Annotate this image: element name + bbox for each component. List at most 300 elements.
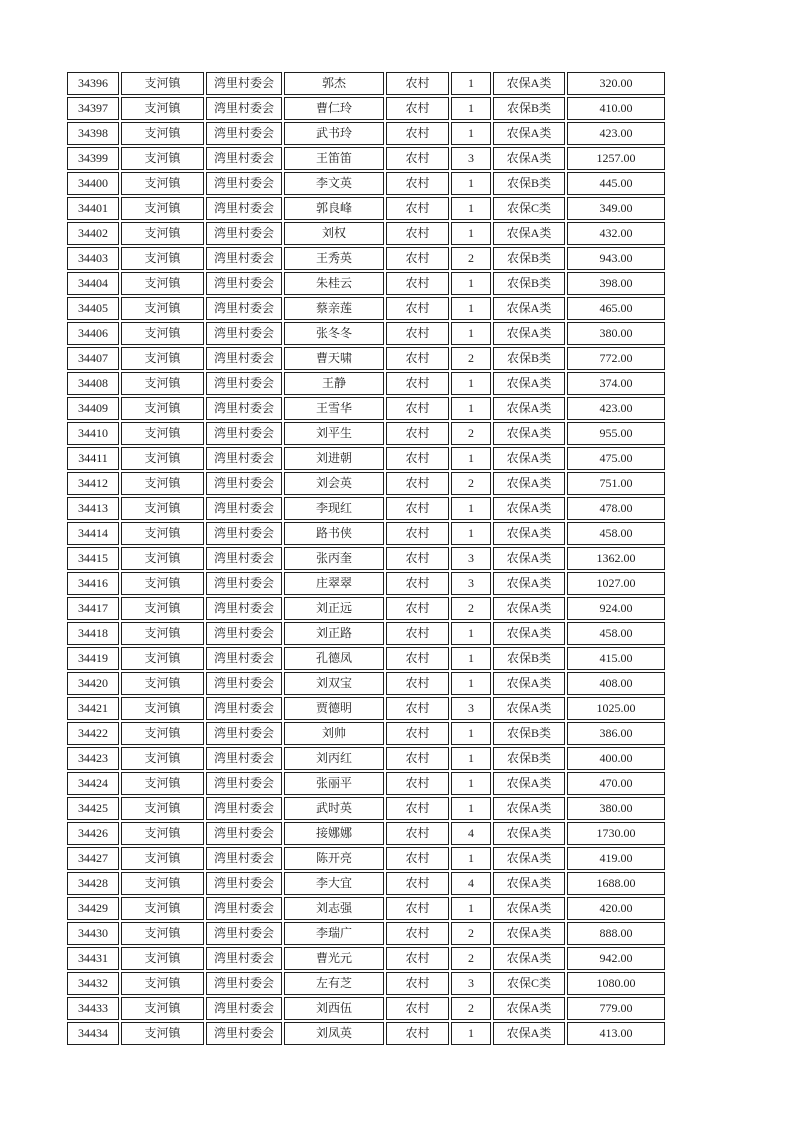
cell-name: 刘会英 [284,472,384,495]
cell-household-type: 农村 [386,697,449,720]
cell-town: 支河镇 [121,847,204,870]
cell-name: 贾德明 [284,697,384,720]
table-row [67,597,665,620]
cell-name: 王笛笛 [284,147,384,170]
cell-insurance-category: 农保A类 [493,697,565,720]
cell-serial-number: 34418 [67,622,119,645]
cell-serial-number: 34416 [67,572,119,595]
table-row [67,497,665,520]
cell-insurance-category: 农保A类 [493,572,565,595]
cell-person-count: 2 [451,347,491,370]
cell-name: 武时英 [284,797,384,820]
cell-town: 支河镇 [121,172,204,195]
cell-insurance-category: 农保A类 [493,872,565,895]
cell-town: 支河镇 [121,522,204,545]
cell-person-count: 4 [451,872,491,895]
cell-person-count: 2 [451,247,491,270]
table-row [67,672,665,695]
table-row [67,722,665,745]
cell-amount: 1080.00 [567,972,665,995]
cell-insurance-category: 农保C类 [493,972,565,995]
cell-household-type: 农村 [386,247,449,270]
cell-serial-number: 34426 [67,822,119,845]
cell-serial-number: 34396 [67,72,119,95]
cell-insurance-category: 农保A类 [493,422,565,445]
table-row [67,222,665,245]
cell-amount: 779.00 [567,997,665,1020]
cell-name: 庄翠翠 [284,572,384,595]
cell-serial-number: 34427 [67,847,119,870]
cell-village-committee: 湾里村委会 [206,897,282,920]
cell-village-committee: 湾里村委会 [206,1022,282,1045]
cell-town: 支河镇 [121,272,204,295]
cell-amount: 924.00 [567,597,665,620]
cell-village-committee: 湾里村委会 [206,72,282,95]
cell-village-committee: 湾里村委会 [206,272,282,295]
cell-name: 路书侠 [284,522,384,545]
cell-amount: 475.00 [567,447,665,470]
cell-amount: 1025.00 [567,697,665,720]
cell-insurance-category: 农保A类 [493,822,565,845]
cell-insurance-category: 农保A类 [493,472,565,495]
cell-household-type: 农村 [386,722,449,745]
cell-person-count: 1 [451,497,491,520]
cell-amount: 374.00 [567,372,665,395]
cell-serial-number: 34432 [67,972,119,995]
cell-village-committee: 湾里村委会 [206,347,282,370]
cell-insurance-category: 农保A类 [493,547,565,570]
table-row [67,447,665,470]
cell-person-count: 1 [451,197,491,220]
cell-village-committee: 湾里村委会 [206,422,282,445]
cell-serial-number: 34402 [67,222,119,245]
cell-name: 接娜娜 [284,822,384,845]
cell-town: 支河镇 [121,772,204,795]
cell-name: 张丽平 [284,772,384,795]
cell-serial-number: 34412 [67,472,119,495]
cell-serial-number: 34408 [67,372,119,395]
cell-household-type: 农村 [386,847,449,870]
cell-amount: 349.00 [567,197,665,220]
cell-village-committee: 湾里村委会 [206,797,282,820]
cell-insurance-category: 农保B类 [493,647,565,670]
cell-serial-number: 34398 [67,122,119,145]
cell-amount: 423.00 [567,397,665,420]
cell-amount: 888.00 [567,922,665,945]
table-row [67,647,665,670]
cell-name: 刘正远 [284,597,384,620]
cell-amount: 458.00 [567,522,665,545]
cell-amount: 1027.00 [567,572,665,595]
cell-village-committee: 湾里村委会 [206,597,282,620]
cell-amount: 445.00 [567,172,665,195]
cell-village-committee: 湾里村委会 [206,522,282,545]
cell-household-type: 农村 [386,172,449,195]
cell-name: 王静 [284,372,384,395]
cell-name: 郭杰 [284,72,384,95]
cell-insurance-category: 农保A类 [493,122,565,145]
cell-village-committee: 湾里村委会 [206,322,282,345]
cell-name: 刘平生 [284,422,384,445]
cell-household-type: 农村 [386,797,449,820]
cell-household-type: 农村 [386,297,449,320]
cell-name: 曹光元 [284,947,384,970]
cell-amount: 398.00 [567,272,665,295]
cell-amount: 458.00 [567,622,665,645]
cell-insurance-category: 农保A类 [493,597,565,620]
cell-town: 支河镇 [121,72,204,95]
cell-household-type: 农村 [386,622,449,645]
cell-serial-number: 34405 [67,297,119,320]
cell-insurance-category: 农保A类 [493,922,565,945]
cell-serial-number: 34397 [67,97,119,120]
cell-village-committee: 湾里村委会 [206,872,282,895]
cell-insurance-category: 农保A类 [493,222,565,245]
cell-person-count: 3 [451,547,491,570]
cell-name: 张冬冬 [284,322,384,345]
cell-town: 支河镇 [121,347,204,370]
cell-town: 支河镇 [121,972,204,995]
cell-person-count: 1 [451,447,491,470]
cell-serial-number: 34415 [67,547,119,570]
cell-town: 支河镇 [121,697,204,720]
cell-village-committee: 湾里村委会 [206,547,282,570]
cell-name: 李文英 [284,172,384,195]
cell-village-committee: 湾里村委会 [206,972,282,995]
cell-insurance-category: 农保A类 [493,947,565,970]
cell-name: 王雪华 [284,397,384,420]
cell-village-committee: 湾里村委会 [206,172,282,195]
cell-town: 支河镇 [121,247,204,270]
cell-person-count: 1 [451,722,491,745]
cell-serial-number: 34399 [67,147,119,170]
table-row [67,697,665,720]
cell-serial-number: 34429 [67,897,119,920]
cell-town: 支河镇 [121,397,204,420]
table-row [67,522,665,545]
cell-town: 支河镇 [121,947,204,970]
cell-name: 刘权 [284,222,384,245]
cell-serial-number: 34417 [67,597,119,620]
cell-name: 刘凤英 [284,1022,384,1045]
cell-village-committee: 湾里村委会 [206,697,282,720]
cell-household-type: 农村 [386,397,449,420]
cell-person-count: 1 [451,297,491,320]
table-row [67,897,665,920]
cell-household-type: 农村 [386,422,449,445]
cell-town: 支河镇 [121,497,204,520]
cell-amount: 478.00 [567,497,665,520]
cell-insurance-category: 农保A类 [493,672,565,695]
cell-town: 支河镇 [121,547,204,570]
cell-town: 支河镇 [121,447,204,470]
cell-serial-number: 34407 [67,347,119,370]
cell-amount: 470.00 [567,772,665,795]
cell-household-type: 农村 [386,997,449,1020]
table-row [67,372,665,395]
cell-serial-number: 34420 [67,672,119,695]
cell-serial-number: 34401 [67,197,119,220]
cell-amount: 432.00 [567,222,665,245]
cell-serial-number: 34404 [67,272,119,295]
cell-village-committee: 湾里村委会 [206,747,282,770]
cell-person-count: 1 [451,897,491,920]
cell-insurance-category: 农保A类 [493,72,565,95]
cell-person-count: 1 [451,372,491,395]
cell-person-count: 1 [451,172,491,195]
cell-name: 刘进朝 [284,447,384,470]
cell-household-type: 农村 [386,772,449,795]
cell-household-type: 农村 [386,72,449,95]
cell-serial-number: 34403 [67,247,119,270]
cell-household-type: 农村 [386,672,449,695]
cell-village-committee: 湾里村委会 [206,122,282,145]
cell-person-count: 3 [451,147,491,170]
cell-insurance-category: 农保B类 [493,272,565,295]
cell-insurance-category: 农保C类 [493,197,565,220]
cell-person-count: 1 [451,797,491,820]
cell-amount: 413.00 [567,1022,665,1045]
cell-amount: 772.00 [567,347,665,370]
cell-town: 支河镇 [121,572,204,595]
cell-town: 支河镇 [121,622,204,645]
cell-insurance-category: 农保A类 [493,447,565,470]
table-row [67,322,665,345]
cell-household-type: 农村 [386,897,449,920]
cell-name: 朱桂云 [284,272,384,295]
cell-amount: 1362.00 [567,547,665,570]
table-row [67,972,665,995]
cell-person-count: 2 [451,472,491,495]
cell-amount: 400.00 [567,747,665,770]
cell-serial-number: 34428 [67,872,119,895]
cell-serial-number: 34433 [67,997,119,1020]
table-row [67,572,665,595]
cell-person-count: 1 [451,1022,491,1045]
cell-village-committee: 湾里村委会 [206,472,282,495]
cell-town: 支河镇 [121,897,204,920]
cell-serial-number: 34406 [67,322,119,345]
cell-household-type: 农村 [386,372,449,395]
cell-town: 支河镇 [121,797,204,820]
cell-household-type: 农村 [386,1022,449,1045]
cell-person-count: 2 [451,422,491,445]
cell-person-count: 1 [451,322,491,345]
cell-name: 刘西伍 [284,997,384,1020]
cell-village-committee: 湾里村委会 [206,372,282,395]
table-row [67,72,665,95]
cell-village-committee: 湾里村委会 [206,447,282,470]
cell-name: 李大宜 [284,872,384,895]
cell-town: 支河镇 [121,872,204,895]
table-row [67,247,665,270]
cell-serial-number: 34414 [67,522,119,545]
cell-village-committee: 湾里村委会 [206,572,282,595]
cell-insurance-category: 农保A类 [493,372,565,395]
cell-village-committee: 湾里村委会 [206,297,282,320]
cell-household-type: 农村 [386,522,449,545]
cell-serial-number: 34425 [67,797,119,820]
cell-insurance-category: 农保B类 [493,247,565,270]
cell-town: 支河镇 [121,422,204,445]
cell-household-type: 农村 [386,972,449,995]
cell-insurance-category: 农保A类 [493,997,565,1020]
cell-household-type: 农村 [386,572,449,595]
cell-amount: 408.00 [567,672,665,695]
cell-person-count: 2 [451,947,491,970]
cell-person-count: 2 [451,597,491,620]
cell-person-count: 2 [451,922,491,945]
cell-town: 支河镇 [121,147,204,170]
cell-person-count: 2 [451,997,491,1020]
cell-person-count: 3 [451,972,491,995]
cell-person-count: 4 [451,822,491,845]
cell-insurance-category: 农保A类 [493,1022,565,1045]
cell-village-committee: 湾里村委会 [206,672,282,695]
table-row [67,397,665,420]
cell-amount: 465.00 [567,297,665,320]
cell-insurance-category: 农保A类 [493,622,565,645]
cell-amount: 943.00 [567,247,665,270]
cell-name: 孔德凤 [284,647,384,670]
cell-town: 支河镇 [121,747,204,770]
cell-household-type: 农村 [386,197,449,220]
cell-amount: 423.00 [567,122,665,145]
cell-town: 支河镇 [121,997,204,1020]
cell-amount: 419.00 [567,847,665,870]
cell-amount: 386.00 [567,722,665,745]
cell-amount: 415.00 [567,647,665,670]
cell-town: 支河镇 [121,722,204,745]
cell-village-committee: 湾里村委会 [206,222,282,245]
cell-insurance-category: 农保A类 [493,772,565,795]
cell-village-committee: 湾里村委会 [206,497,282,520]
cell-person-count: 1 [451,97,491,120]
cell-person-count: 1 [451,222,491,245]
cell-town: 支河镇 [121,1022,204,1045]
cell-amount: 955.00 [567,422,665,445]
cell-town: 支河镇 [121,122,204,145]
cell-town: 支河镇 [121,672,204,695]
table-row [67,347,665,370]
cell-name: 武书玲 [284,122,384,145]
cell-household-type: 农村 [386,447,449,470]
table-row [67,197,665,220]
cell-town: 支河镇 [121,922,204,945]
table-row [67,947,665,970]
cell-insurance-category: 农保B类 [493,747,565,770]
cell-household-type: 农村 [386,822,449,845]
cell-village-committee: 湾里村委会 [206,397,282,420]
cell-household-type: 农村 [386,597,449,620]
cell-name: 曹天啸 [284,347,384,370]
cell-town: 支河镇 [121,472,204,495]
table-row [67,297,665,320]
table-row [67,772,665,795]
cell-person-count: 1 [451,622,491,645]
cell-serial-number: 34413 [67,497,119,520]
cell-name: 陈开亮 [284,847,384,870]
cell-serial-number: 34421 [67,697,119,720]
cell-amount: 1257.00 [567,147,665,170]
cell-insurance-category: 农保A类 [493,397,565,420]
cell-person-count: 1 [451,397,491,420]
cell-town: 支河镇 [121,597,204,620]
table-row [67,97,665,120]
cell-household-type: 农村 [386,322,449,345]
cell-person-count: 1 [451,747,491,770]
table-row [67,147,665,170]
table-row [67,1022,665,1045]
cell-household-type: 农村 [386,547,449,570]
table-row [67,747,665,770]
cell-village-committee: 湾里村委会 [206,722,282,745]
cell-person-count: 1 [451,847,491,870]
cell-serial-number: 34411 [67,447,119,470]
cell-insurance-category: 农保A类 [493,522,565,545]
table-body [67,72,665,1045]
cell-name: 刘丙红 [284,747,384,770]
cell-insurance-category: 农保A类 [493,497,565,520]
cell-amount: 420.00 [567,897,665,920]
cell-village-committee: 湾里村委会 [206,772,282,795]
cell-village-committee: 湾里村委会 [206,822,282,845]
cell-village-committee: 湾里村委会 [206,622,282,645]
cell-amount: 380.00 [567,322,665,345]
cell-household-type: 农村 [386,97,449,120]
table-row [67,922,665,945]
cell-name: 郭良峰 [284,197,384,220]
cell-insurance-category: 农保A类 [493,297,565,320]
cell-amount: 1688.00 [567,872,665,895]
cell-name: 李现红 [284,497,384,520]
cell-insurance-category: 农保B类 [493,172,565,195]
cell-name: 刘帅 [284,722,384,745]
table-row [67,822,665,845]
table-row [67,422,665,445]
cell-person-count: 1 [451,522,491,545]
cell-village-committee: 湾里村委会 [206,847,282,870]
cell-serial-number: 34430 [67,922,119,945]
cell-household-type: 农村 [386,347,449,370]
cell-person-count: 1 [451,272,491,295]
cell-person-count: 3 [451,572,491,595]
cell-serial-number: 34422 [67,722,119,745]
cell-village-committee: 湾里村委会 [206,997,282,1020]
cell-insurance-category: 农保B类 [493,722,565,745]
table-row [67,547,665,570]
cell-household-type: 农村 [386,272,449,295]
cell-name: 李瑞广 [284,922,384,945]
cell-town: 支河镇 [121,97,204,120]
cell-household-type: 农村 [386,122,449,145]
cell-name: 刘双宝 [284,672,384,695]
cell-insurance-category: 农保B类 [493,97,565,120]
cell-household-type: 农村 [386,922,449,945]
cell-serial-number: 34431 [67,947,119,970]
cell-serial-number: 34434 [67,1022,119,1045]
cell-person-count: 1 [451,672,491,695]
cell-person-count: 1 [451,647,491,670]
cell-village-committee: 湾里村委会 [206,97,282,120]
cell-serial-number: 34424 [67,772,119,795]
cell-name: 刘正路 [284,622,384,645]
cell-amount: 1730.00 [567,822,665,845]
cell-village-committee: 湾里村委会 [206,922,282,945]
cell-name: 左有芝 [284,972,384,995]
cell-insurance-category: 农保A类 [493,897,565,920]
cell-name: 蔡亲莲 [284,297,384,320]
